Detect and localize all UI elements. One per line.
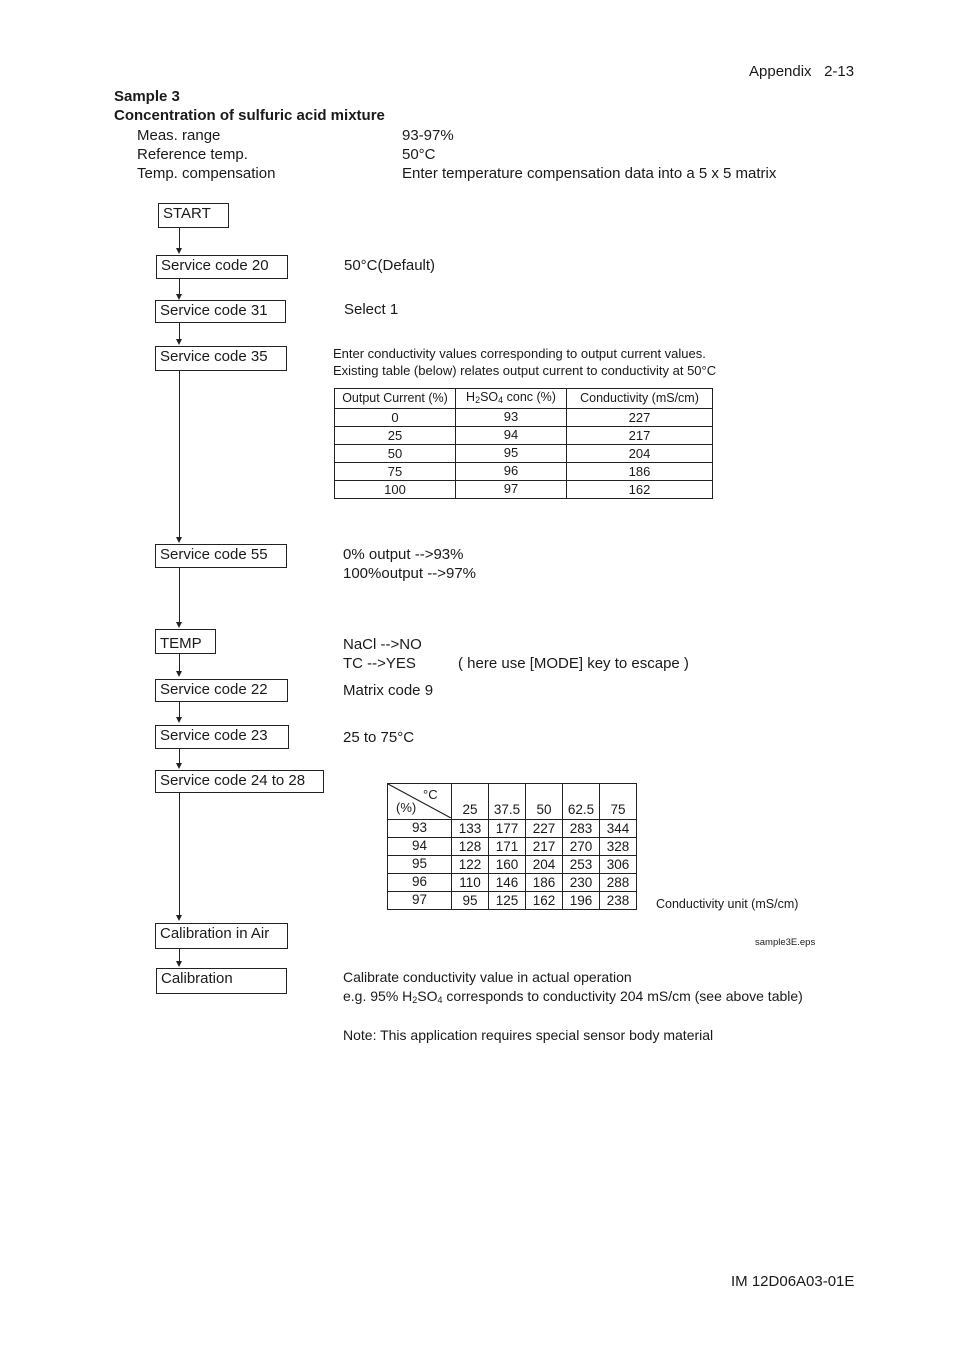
spec-value-reftemp: 50°C bbox=[402, 146, 436, 163]
cell-current: 75 bbox=[335, 463, 456, 481]
flow-box-service-code-55: Service code 55 bbox=[155, 544, 287, 568]
matrix-value-cell: 171 bbox=[489, 838, 526, 856]
table-row bbox=[335, 409, 713, 427]
matrix-conc-cell: 97 bbox=[388, 892, 452, 910]
flow-box-service-code-24-28: Service code 24 to 28 bbox=[155, 770, 324, 793]
connector-line bbox=[179, 653, 180, 672]
table-header-row bbox=[335, 389, 713, 409]
matrix-corner-cell bbox=[388, 784, 452, 820]
matrix-temp-header: 50 bbox=[526, 784, 563, 820]
sample-title: Sample 3 bbox=[114, 88, 180, 105]
eps-filename: sample3E.eps bbox=[755, 937, 816, 948]
connector-line bbox=[179, 370, 180, 538]
cell-conc: 96 bbox=[456, 463, 567, 481]
matrix-header-row bbox=[388, 784, 637, 820]
matrix-value-cell: 288 bbox=[600, 874, 637, 892]
page-header bbox=[749, 63, 854, 81]
flow-box-service-code-22: Service code 22 bbox=[155, 679, 288, 702]
matrix-value-cell: 328 bbox=[600, 838, 637, 856]
cell-conc: 94 bbox=[456, 427, 567, 445]
flow-box-start: START bbox=[158, 203, 229, 228]
arrow-down-icon bbox=[176, 622, 182, 628]
note-sensor-material: Note: This application requires special sensor body material bbox=[343, 1027, 714, 1043]
matrix-value-cell: 196 bbox=[563, 892, 600, 910]
arrow-down-icon bbox=[176, 339, 182, 345]
arrow-down-icon bbox=[176, 717, 182, 723]
table-row bbox=[335, 445, 713, 463]
note-temp-line1: NaCl -->NO bbox=[343, 636, 422, 653]
matrix-row bbox=[388, 838, 637, 856]
spec-value-tempcomp: Enter temperature compensation data into a 5 x 5 matrix bbox=[402, 165, 777, 182]
cell-conc: 97 bbox=[456, 481, 567, 499]
arrow-down-icon bbox=[176, 961, 182, 967]
matrix-value-cell: 128 bbox=[452, 838, 489, 856]
temperature-compensation-matrix bbox=[387, 783, 637, 910]
matrix-conc-cell: 93 bbox=[388, 820, 452, 838]
arrow-down-icon bbox=[176, 537, 182, 543]
matrix-value-cell: 160 bbox=[489, 856, 526, 874]
note-service-code-22: Matrix code 9 bbox=[343, 682, 434, 699]
note-temp-line2: TC -->YES bbox=[343, 655, 416, 672]
matrix-value-cell: 270 bbox=[563, 838, 600, 856]
matrix-temp-header: 37.5 bbox=[489, 784, 526, 820]
sample-subject: Concentration of sulfuric acid mixture bbox=[114, 107, 385, 124]
matrix-row bbox=[388, 892, 637, 910]
flow-box-service-code-35: Service code 35 bbox=[155, 346, 287, 371]
corner-temp-label: °C bbox=[423, 787, 438, 802]
header-conductivity: Conductivity (mS/cm) bbox=[567, 389, 713, 409]
note-service-code-35-line1: Enter conductivity values corresponding to output current values. bbox=[333, 346, 706, 361]
note-service-code-31: Select 1 bbox=[344, 301, 399, 318]
connector-line bbox=[179, 792, 180, 916]
matrix-value-cell: 227 bbox=[526, 820, 563, 838]
note-service-code-20: 50°C(Default) bbox=[344, 257, 436, 274]
cell-current: 100 bbox=[335, 481, 456, 499]
matrix-temp-header: 75 bbox=[600, 784, 637, 820]
connector-line bbox=[179, 948, 180, 962]
matrix-row bbox=[388, 856, 637, 874]
flow-box-service-code-20: Service code 20 bbox=[156, 255, 288, 279]
arrow-down-icon bbox=[176, 248, 182, 254]
matrix-value-cell: 133 bbox=[452, 820, 489, 838]
cell-conc: 93 bbox=[456, 409, 567, 427]
matrix-temp-header: 62.5 bbox=[563, 784, 600, 820]
cell-current: 25 bbox=[335, 427, 456, 445]
matrix-value-cell: 204 bbox=[526, 856, 563, 874]
matrix-value-cell: 217 bbox=[526, 838, 563, 856]
spec-label-tempcomp: Temp. compensation bbox=[137, 165, 276, 182]
matrix-value-cell: 344 bbox=[600, 820, 637, 838]
matrix-row bbox=[388, 874, 637, 892]
connector-line bbox=[179, 227, 180, 249]
cell-current: 50 bbox=[335, 445, 456, 463]
connector-line bbox=[179, 567, 180, 623]
cell-cond: 217 bbox=[567, 427, 713, 445]
matrix-value-cell: 283 bbox=[563, 820, 600, 838]
flow-box-calibration: Calibration bbox=[156, 968, 287, 994]
header-conc: $H_2SO_4$ conc (%) bbox=[456, 389, 567, 409]
matrix-row bbox=[388, 820, 637, 838]
connector-line bbox=[179, 322, 180, 340]
table-row bbox=[335, 463, 713, 481]
arrow-down-icon bbox=[176, 915, 182, 921]
spec-value-range: 93-97% bbox=[402, 127, 454, 144]
cell-cond: 204 bbox=[567, 445, 713, 463]
matrix-conc-cell: 94 bbox=[388, 838, 452, 856]
note-service-code-55-line1: 0% output -->93% bbox=[343, 546, 464, 563]
spec-label-range: Meas. range bbox=[137, 127, 221, 144]
cell-cond: 227 bbox=[567, 409, 713, 427]
matrix-value-cell: 162 bbox=[526, 892, 563, 910]
matrix-value-cell: 95 bbox=[452, 892, 489, 910]
arrow-down-icon bbox=[176, 763, 182, 769]
document-id: IM 12D06A03-01E bbox=[731, 1273, 855, 1290]
header-page-number: 2-13 bbox=[824, 63, 855, 80]
note-calibration-line1: Calibrate conductivity value in actual operation bbox=[343, 969, 632, 985]
matrix-value-cell: 186 bbox=[526, 874, 563, 892]
matrix-value-cell: 306 bbox=[600, 856, 637, 874]
cell-current: 0 bbox=[335, 409, 456, 427]
matrix-value-cell: 230 bbox=[563, 874, 600, 892]
corner-conc-label: (%) bbox=[396, 800, 417, 815]
matrix-conc-cell: 95 bbox=[388, 856, 452, 874]
note-calibration-line2: e.g. 95% $H_2SO_4$ corresponds to conductivity 204 mS/cm (see above table) bbox=[343, 988, 803, 1005]
arrow-down-icon bbox=[176, 671, 182, 677]
cell-conc: 95 bbox=[456, 445, 567, 463]
matrix-value-cell: 110 bbox=[452, 874, 489, 892]
matrix-value-cell: 238 bbox=[600, 892, 637, 910]
flow-box-calibration-in-air: Calibration in Air bbox=[155, 923, 288, 949]
matrix-value-cell: 146 bbox=[489, 874, 526, 892]
header-output-current: Output Current (%) bbox=[335, 389, 456, 409]
output-current-table bbox=[334, 388, 713, 499]
matrix-temp-header: 25 bbox=[452, 784, 489, 820]
cell-cond: 186 bbox=[567, 463, 713, 481]
note-temp-hint: ( here use [MODE] key to escape ) bbox=[458, 655, 689, 672]
matrix-value-cell: 177 bbox=[489, 820, 526, 838]
matrix-conc-cell: 96 bbox=[388, 874, 452, 892]
table-row bbox=[335, 481, 713, 499]
table-row bbox=[335, 427, 713, 445]
flow-box-temp: TEMP bbox=[155, 629, 216, 654]
note-service-code-35-line2: Existing table (below) relates output current to conductivity at 50°C bbox=[333, 363, 717, 378]
note-service-code-23: 25 to 75°C bbox=[343, 729, 415, 746]
header-section: Appendix bbox=[749, 63, 812, 80]
connector-line bbox=[179, 701, 180, 718]
flow-box-service-code-23: Service code 23 bbox=[155, 725, 289, 749]
spec-label-reftemp: Reference temp. bbox=[137, 146, 248, 163]
conductivity-unit-note: Conductivity unit (mS/cm) bbox=[656, 897, 799, 911]
cell-cond: 162 bbox=[567, 481, 713, 499]
note-service-code-55-line2: 100%output -->97% bbox=[343, 565, 477, 582]
flow-box-service-code-31: Service code 31 bbox=[155, 300, 286, 323]
matrix-value-cell: 122 bbox=[452, 856, 489, 874]
matrix-value-cell: 253 bbox=[563, 856, 600, 874]
connector-line bbox=[179, 278, 180, 295]
matrix-value-cell: 125 bbox=[489, 892, 526, 910]
connector-line bbox=[179, 748, 180, 764]
